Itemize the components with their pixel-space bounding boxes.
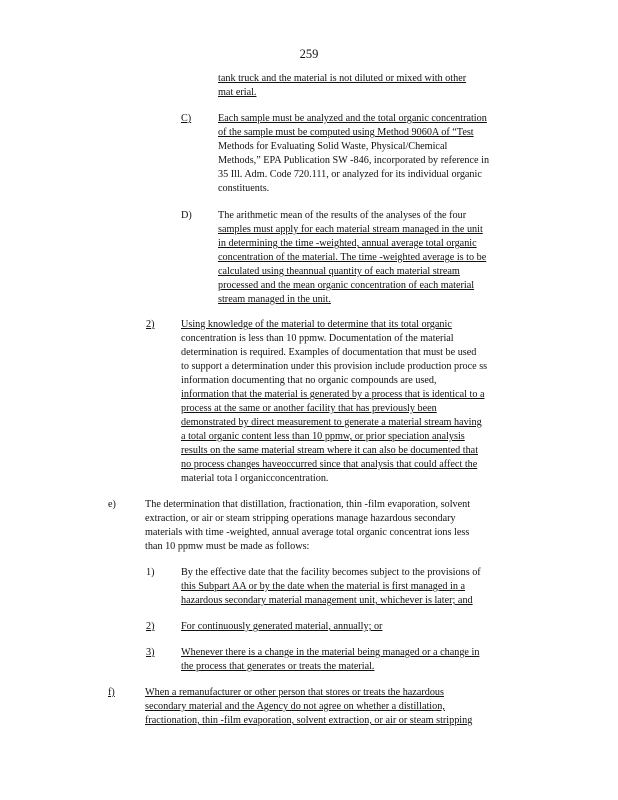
text-line: hazardous secondary material management unit, whichever is later; and [181, 595, 473, 606]
text-line: calculated using theannual quantity of each material stream [218, 266, 460, 277]
text-line: concentration is less than 10 ppmw. Documentation of the material [181, 333, 454, 344]
text-line: Each sample must be analyzed and the total organic concentration [218, 113, 487, 124]
text-line: to support a determination under this provision include production proce ss [181, 361, 488, 372]
text-line: mat erial. [218, 87, 257, 98]
text-line: The determination that distillation, fractionation, thin -film evaporation, solvent [145, 499, 471, 510]
text-line: 35 Ill. Adm. Code 720.111, or analyzed for its individual organic [218, 169, 482, 180]
item-marker-e: e) [108, 499, 116, 510]
text-line: results on the same material stream where it can also be documented that [181, 445, 479, 456]
text-line: the process that generates or treats the material. [181, 661, 375, 672]
text-line: When a remanufacturer or other person that stores or treats the hazardous [145, 687, 444, 698]
text-line: information that the material is generated by a process that is identical to a [181, 389, 485, 400]
page-number: 259 [299, 47, 319, 61]
text-line: of the sample must be computed using Method 9060A of “Test [218, 127, 474, 138]
text-line: secondary material and the Agency do not agree on whether a distillation, [145, 701, 445, 712]
text-line: material tota l organicconcentration. [181, 473, 329, 484]
item-marker-2: 2) [146, 319, 155, 330]
text-line: By the effective date that the facility becomes subject to the provisions of [181, 567, 481, 578]
text-line: than 10 ppmw must be made as follows: [145, 541, 310, 552]
text-line: information documenting that no organic compounds are used, [181, 375, 437, 386]
text-line: Methods,” EPA Publication SW -846, incorporated by reference in [218, 155, 490, 166]
item-marker-c: C) [181, 113, 192, 124]
text-line: materials with time -weighted, annual average total organic concentrat ions less [145, 527, 470, 538]
text-line: processed and the mean organic concentration of each material [218, 280, 475, 291]
text-line: For continuously generated material, annually; or [181, 621, 383, 632]
text-line: determination is required. Examples of documentation that must be used [181, 347, 477, 358]
text-line: no process changes haveoccurred since that analysis that could affect the [181, 459, 478, 470]
text-line: stream managed in the unit. [218, 294, 331, 305]
text-line: Methods for Evaluating Solid Waste, Physical/Chemical [218, 141, 448, 152]
text-line: in determining the time -weighted, annual average total organic [218, 238, 477, 249]
text-line: concentration of the material. The time -weighted average is to be [218, 252, 487, 263]
text-line: The arithmetic mean of the results of the analyses of the four [218, 210, 467, 221]
item-marker-f: f) [108, 687, 115, 698]
text-line: Whenever there is a change in the material being managed or a change in [181, 647, 480, 658]
text-line: a total organic content less than 10 ppmw, or prior speciation analysis [181, 431, 465, 442]
text-line: this Subpart AA or by the date when the material is first managed in a [181, 581, 466, 592]
text-line: constituents. [218, 183, 270, 194]
item-marker-1: 1) [146, 567, 155, 578]
text-line: demonstrated by direct measurement to generate a material stream having [181, 417, 482, 428]
text-line: fractionation, thin -film evaporation, solvent extraction, or air or steam stripping [145, 715, 473, 726]
text-line: process at the same or another facility that has previously been [181, 403, 437, 414]
text-line: tank truck and the material is not diluted or mixed with other [218, 73, 467, 84]
item-marker-2: 2) [146, 621, 155, 632]
item-marker-3: 3) [146, 647, 155, 658]
item-marker-d: D) [181, 210, 192, 221]
text-line: extraction, or air or steam stripping operations manage hazardous secondary [145, 513, 456, 524]
text-line: samples must apply for each material stream managed in the unit [218, 224, 483, 235]
text-line: Using knowledge of the material to determine that its total organic [181, 319, 452, 330]
